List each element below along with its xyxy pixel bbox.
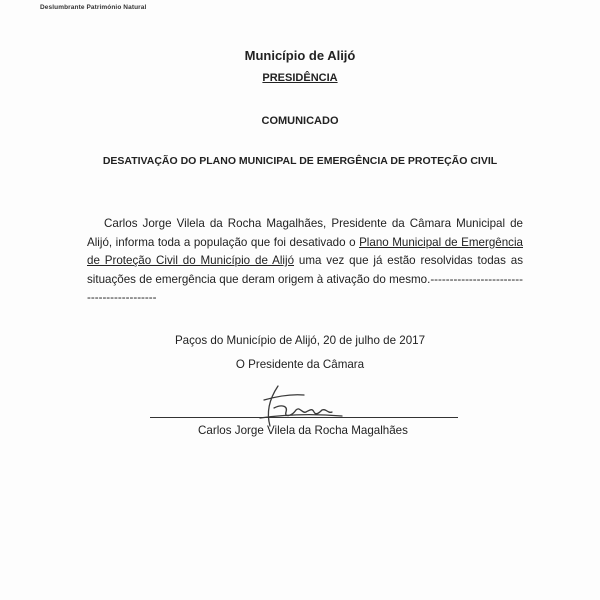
notice-type-heading: COMUNICADO xyxy=(261,115,339,127)
place-and-date: Paços do Município de Alijó, 20 de julho de 2017 xyxy=(174,334,426,347)
department-heading: PRESIDÊNCIA xyxy=(262,72,338,84)
notice-subject: DESATIVAÇÃO DO PLANO MUNICIPAL DE EMERGÊNCIA DE PROTEÇÃO CIVIL xyxy=(102,155,498,167)
header-tagline: Deslumbrante Património Natural xyxy=(40,4,147,11)
municipality-title: Município de Alijó xyxy=(244,48,356,63)
signature-line xyxy=(150,417,458,418)
plan-name-underlined: Plano Municipal de Emergência de Proteção Civil do Município de Alijó xyxy=(87,235,523,268)
signer-name: Carlos Jorge Vilela da Rocha Magalhães xyxy=(198,424,408,437)
body-text-part2: uma vez que já estão resolvidas todas as situações de emergência que deram origem à ativação do mesmo.------------------------------------------ xyxy=(87,254,523,305)
notice-body xyxy=(87,215,523,308)
signer-role: O Presidente da Câmara xyxy=(235,358,365,371)
body-text-part1: Carlos Jorge Vilela da Rocha Magalhães, Presidente da Câmara Municipal de Alijó, informa toda a população que foi desativado o xyxy=(87,217,523,249)
